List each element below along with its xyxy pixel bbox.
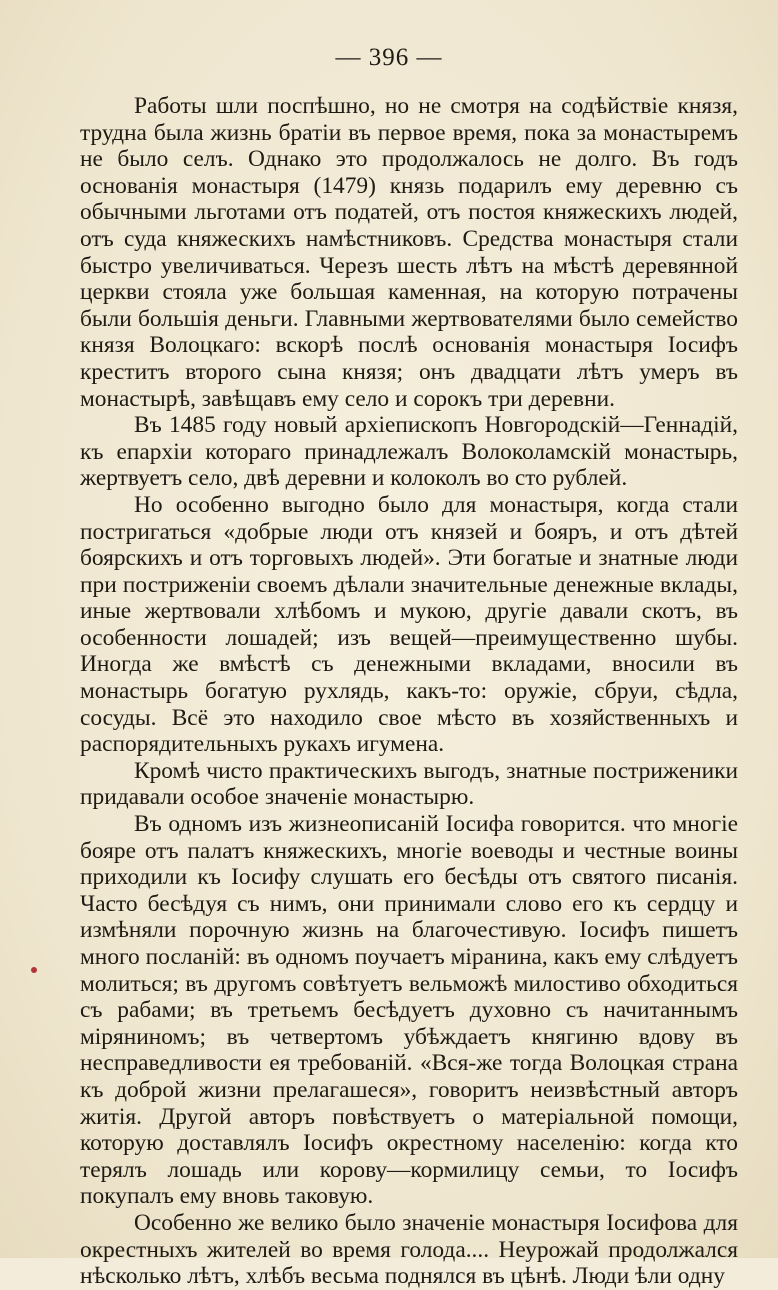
margin-ink-mark [31, 967, 37, 973]
paragraph-practical-benefits: Кромѣ чисто практическихъ выгодъ, знатные постриженики придавали особое значеніе монастырю. [80, 757, 738, 811]
paragraph-joseph-epistles: Въ одномъ изъ жизнеописаній Іосифа говорится. что многіе бояре отъ палатъ княжескихъ, многіе воеводы и честные воины приходили къ Іосифу слушать его бесѣды отъ святого писанія. Часто бесѣдуя съ нимъ, они принимали слово его къ сердцу и измѣняли порочную жизнь на благочестивую. Іосифъ пишетъ много посланій: въ одномъ поучаетъ міранина, какъ ему слѣдуетъ молиться; въ другомъ совѣтуетъ вельможѣ милостиво обходиться съ рабами; въ третьемъ бесѣдуетъ духовно съ начитаннымъ міряниномъ; въ четвертомъ убѣждаетъ княгиню вдову въ несправедливости ея требованій. «Вся-же тогда Волоцкая страна къ доброй жизни прелагашеся», говоритъ неизвѣстный авторъ житія. Другой авторъ повѣствуетъ о матеріальной помощи, которую доставлялъ Іосифъ окрестному населенію: когда кто терялъ лошадь или корову—кормилицу семьи, то Іосифъ покупалъ ему вновь таковую. [80, 811, 738, 1210]
paragraph-monastery-growth: Работы шли поспѣшно, но не смотря на содѣйствіе князя, трудна была жизнь братіи въ первое время, пока за монастыремъ не было селъ. Однако это продолжалось не долго. Въ годъ основанія монастыря (1479) князь подарилъ ему деревню съ обычными льготами отъ податей, отъ постоя княжескихъ людей, отъ суда княжескихъ намѣстниковъ. Средства монастыря стали быстро увеличиваться. Черезъ шесть лѣтъ на мѣстѣ деревянной церкви стояла уже большая каменная, на которую потрачены были большія деньги. Главными жертвователями было семейство князя Волоцкаго: вскорѣ послѣ основанія монастыря Іосифъ креститъ второго сына князя; онъ двадцати лѣтъ умеръ въ монастырѣ, завѣщавъ ему село и сорокъ три деревни. [80, 93, 738, 412]
paragraph-famine: Особенно же велико было значеніе монастыря Іосифова для окрестныхъ жителей во время голода.... Неурожай продолжался нѣсколько лѣтъ, хлѣбъ весьма поднялся въ цѣнѣ. Люди ѣли одну [80, 1209, 738, 1290]
paragraph-archbishop-gift: Въ 1485 году новый архіепископъ Новгородскій—Геннадій, къ епархіи котораго принадлежалъ Волоколамскій монастырь, жертвуетъ село, двѣ деревни и колоколъ во сто рублей. [80, 412, 738, 492]
paragraph-noble-tonsures: Но особенно выгодно было для монастыря, когда стали постригаться «добрые люди отъ князей и бояръ, и отъ дѣтей боярскихъ и отъ торговыхъ людей». Эти богатые и знатные люди при постриженіи своемъ дѣлали значительные денежные вклады, иные жертвовали хлѣбомъ и мукою, другіе давали скотъ, въ особенности лошадей; изъ вещей—преимущественно шубы. Иногда же вмѣстѣ съ денежными вкладами, вносили въ монастырь богатую рухлядь, какъ-то: оружіе, сбруи, сѣдла, сосуды. Всё это находило свое мѣсто въ хозяйственныхъ и распорядительныхъ рукахъ игумена. [80, 491, 738, 758]
page-body-text [80, 93, 738, 1290]
page-number: — 396 — [335, 44, 443, 71]
